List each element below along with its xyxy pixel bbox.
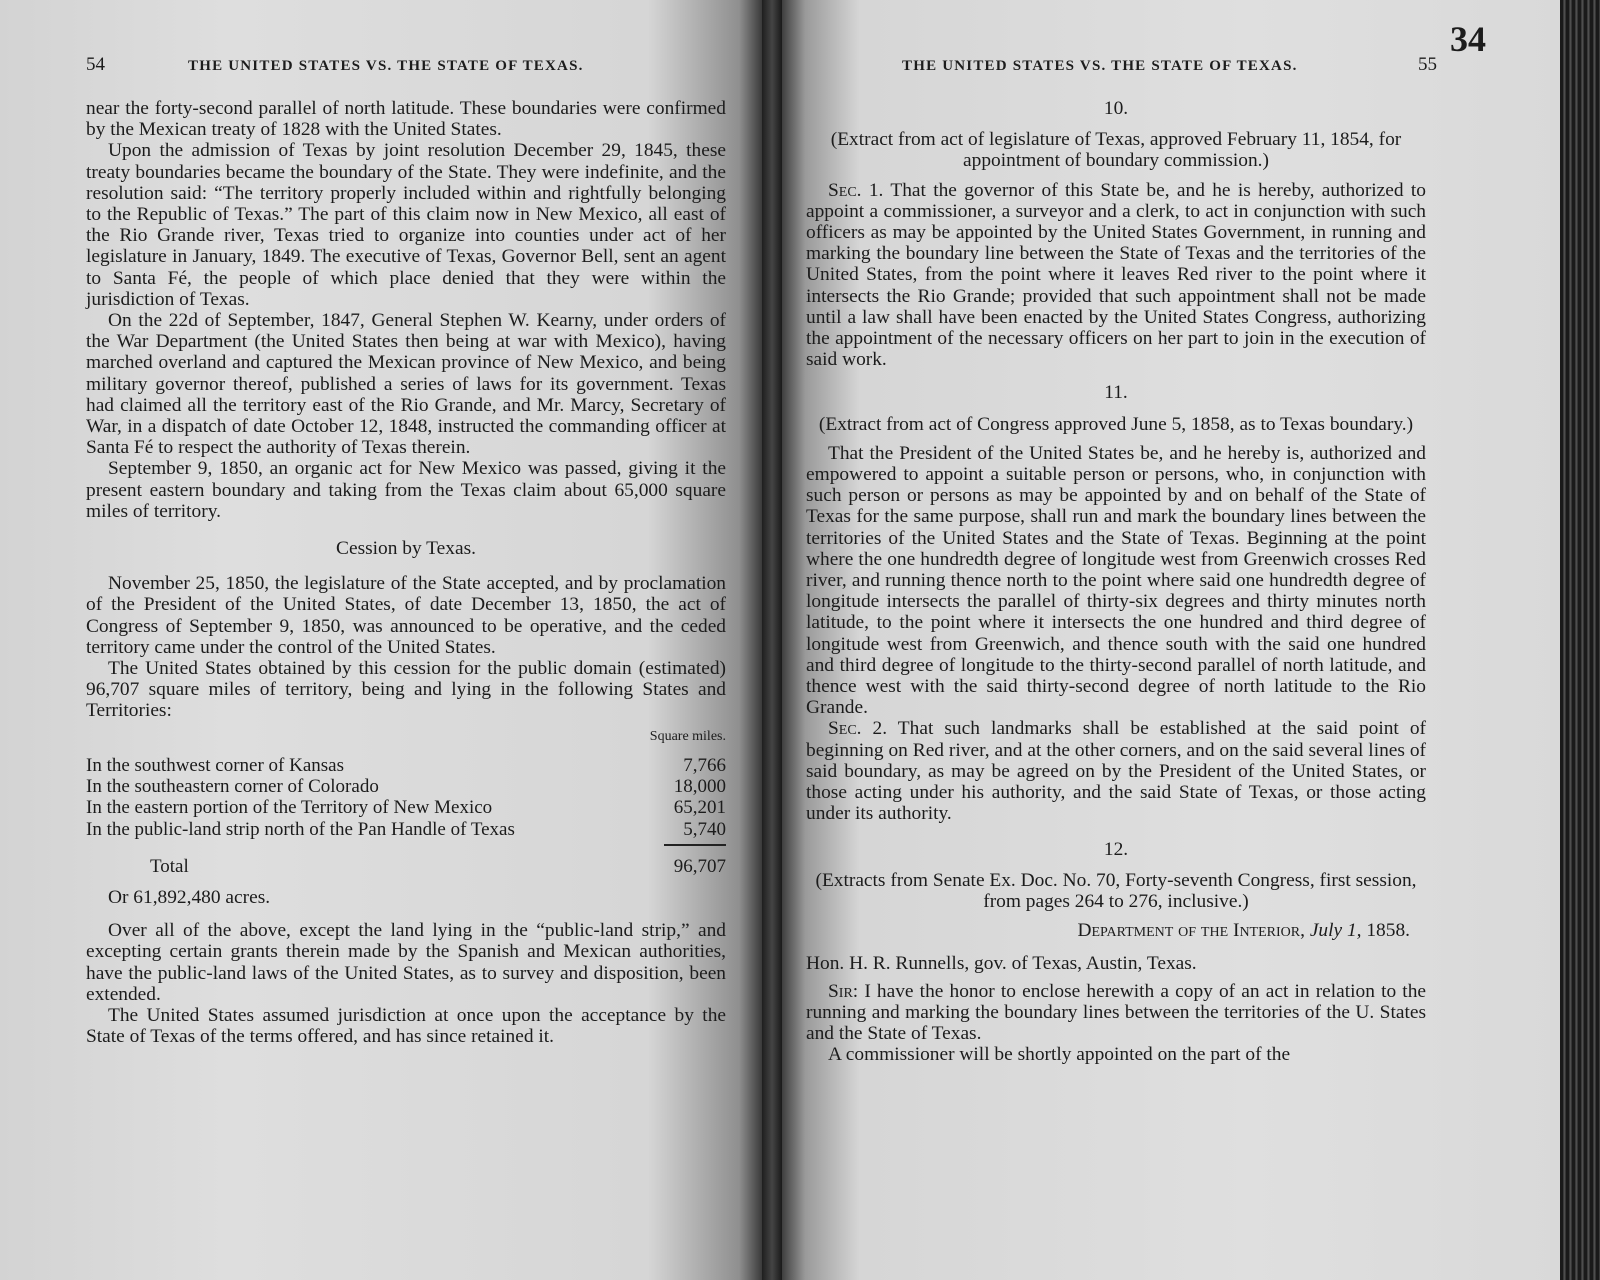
table-row [86, 819, 726, 840]
acres-line: Or 61,892,480 acres. [108, 886, 271, 908]
table-header: Square miles. [649, 728, 726, 744]
table-cell-value: 5,740 [683, 818, 726, 840]
page-number-right: 55 [1418, 54, 1437, 75]
left-text-column [86, 98, 726, 1047]
table-cell-label: In the public-land strip north of the Pan Handle of Texas [86, 818, 515, 840]
section-heading: Cession by Texas. [336, 538, 476, 560]
book-edge [1560, 0, 1600, 1280]
table-cell-label: In the southeastern corner of Colorado [86, 776, 379, 798]
paragraph: September 9, 1850, an organic act for New Mexico was passed, giving it the present eastern boundary and taking from the Texas claim about 65,000 square miles of territory. [86, 458, 726, 522]
running-head-right: THE UNITED STATES VS. THE STATE OF TEXAS. [902, 58, 1298, 74]
letter-paragraph: A commissioner will be shortly appointed on the part of the [828, 1044, 1291, 1066]
document-caption: (Extract from act of legislature of Texas, approved February 11, 1854, for appointment of boundary commission.) [830, 129, 1402, 172]
section-text: That the governor of this State be, and he is hereby, authorized to appoint a commissioner, a surveyor and a clerk, to act in conjunction with such officers as may be appointed by the United States Government, in running and marking the boundary line between the State of Texas and the territories of the United States, from the point where it leaves Red river to the point where it intersects the Rio Grande; provided that such appointment shall not be made until a law shall have been enacted by the United States Congress, authorizing the appointment of the necessary officers on her part to join in the execution of said work. [806, 179, 1426, 371]
table-cell-value: 18,000 [673, 776, 726, 798]
document-number: 12. [1103, 838, 1129, 860]
table-cell-value: 65,201 [673, 797, 726, 819]
book-gutter [762, 0, 782, 1280]
dateline [806, 920, 1410, 941]
paragraph: November 25, 1850, the legislature of the State accepted, and by proclamation of the President of the United States, of date December 13, 1850, the act of Congress of September 9, 1850, was announced to be operative, and the ceded territory came under the control of the United States. [86, 573, 726, 658]
total-rule [664, 844, 726, 846]
paragraph: On the 22d of September, 1847, General Stephen W. Kearny, under orders of the War Department (the United States then being at war with Mexico), having marched overland and captured the Mexican province of New Mexico, and being military governor thereof, published a series of laws for its government. Texas had claimed all the territory east of the Rio Grande, and Mr. Marcy, Secretary of War, in a dispatch of date October 12, 1848, instructed the commanding officer at Santa Fé to respect the authority of Texas therein. [86, 310, 726, 459]
paragraph: That the President of the United States be, and he hereby is, authorized and empowered to appoint a suitable person or persons, who, in conjunction with such person or persons as may be appointed by and on behalf of the State of Texas for the same purpose, shall run and mark the boundary lines between the territories of the United States and the State of Texas. Beginning at the point where the one hundredth degree of longitude west from Greenwich crosses Red river, and running thence north to the point where said one hundredth degree of longitude intersects the parallel of thirty-six degrees and thirty minutes north latitude, to the point where it intersects the one hundred and third degree of longitude west from Greenwich, and thence south with the said one hundred and third degree of longitude to the thirty-second parallel of north latitude, and thence west with the said thirty-second degree of north latitude to the Rio Grande. [806, 442, 1426, 719]
paragraph: The United States assumed jurisdiction at once upon the acceptance by the State of Texas of the terms offered, and has since retained it. [86, 1004, 726, 1048]
letter-paragraph [806, 981, 1426, 1045]
paragraph: The United States obtained by this cession for the public domain (estimated) 96,707 square miles of territory, being and lying in the following States and Territories: [86, 658, 726, 722]
table-cell-value: 7,766 [683, 754, 726, 776]
section-label: Sec. 2. [828, 718, 888, 740]
addressee: Hon. H. R. Runnells, gov. of Texas, Austin, Texas. [806, 953, 1197, 975]
section-paragraph [806, 718, 1426, 824]
left-page [0, 0, 762, 1280]
section-text: That such landmarks shall be established at the said point of beginning on Red river, and at the other corners, and on the said several lines of said boundary, as may be agreed on by the President of the United States, or those acting under his authority, and the said State of Texas, or those acting under its authority. [806, 718, 1426, 825]
paragraph: near the forty-second parallel of north latitude. These boundaries were confirmed by the Mexican treaty of 1828 with the United States. [86, 98, 726, 141]
total-label: Total [150, 855, 189, 877]
section-label: Sec. 1. [828, 179, 884, 201]
table-row [86, 776, 726, 797]
folio-stamp: 34 [1450, 19, 1486, 59]
document-caption: (Extracts from Senate Ex. Doc. No. 70, Forty-seventh Congress, first session, from pages 264 to 276, inclusive.) [815, 869, 1417, 912]
table-row [86, 797, 726, 818]
paragraph: Over all of the above, except the land lying in the “public-land strip,” and excepting certain grants therein made by the Spanish and Mexican authorities, have the public-land laws of the United States, as to survey and disposition, been extended. [86, 920, 726, 1005]
total-row [86, 856, 726, 877]
dateline-year: 1858. [1366, 920, 1410, 942]
total-value: 96,707 [673, 855, 726, 877]
table-cell-label: In the southwest corner of Kansas [86, 754, 345, 776]
total-table [86, 856, 726, 877]
section-paragraph [806, 180, 1426, 371]
right-page [782, 0, 1560, 1280]
document-number: 10. [1103, 98, 1129, 119]
table-row [86, 755, 726, 776]
salutation: Sir: [828, 980, 859, 1002]
table-cell-label: In the eastern portion of the Territory of New Mexico [86, 797, 493, 819]
right-text-column [806, 98, 1426, 1065]
dateline-department: Department of the Interior, [1077, 920, 1305, 942]
acreage-table [86, 755, 726, 840]
letter-text: I have the honor to enclose herewith a copy of an act in relation to the running and marking the boundary lines between the territories of the U. States and the State of Texas. [806, 980, 1426, 1044]
document-caption: (Extract from act of Congress approved June 5, 1858, as to Texas boundary.) [818, 413, 1414, 435]
page-number-left: 54 [86, 54, 105, 75]
paragraph: Upon the admission of Texas by joint resolution December 29, 1845, these treaty boundaries became the boundary of the State. They were indefinite, and the resolution said: “The territory properly included within and rightfully belonging to the Republic of Texas.” The part of this claim now in New Mexico, all east of the Rio Grande river, Texas tried to organize into counties under act of her legislature in January, 1849. The executive of Texas, Governor Bell, sent an agent to Santa Fé, the people of which place denied that they were within the jurisdiction of Texas. [86, 140, 726, 310]
dateline-date: July 1, [1309, 920, 1362, 942]
running-head-left: THE UNITED STATES VS. THE STATE OF TEXAS. [188, 58, 584, 74]
document-number: 11. [1104, 382, 1128, 404]
